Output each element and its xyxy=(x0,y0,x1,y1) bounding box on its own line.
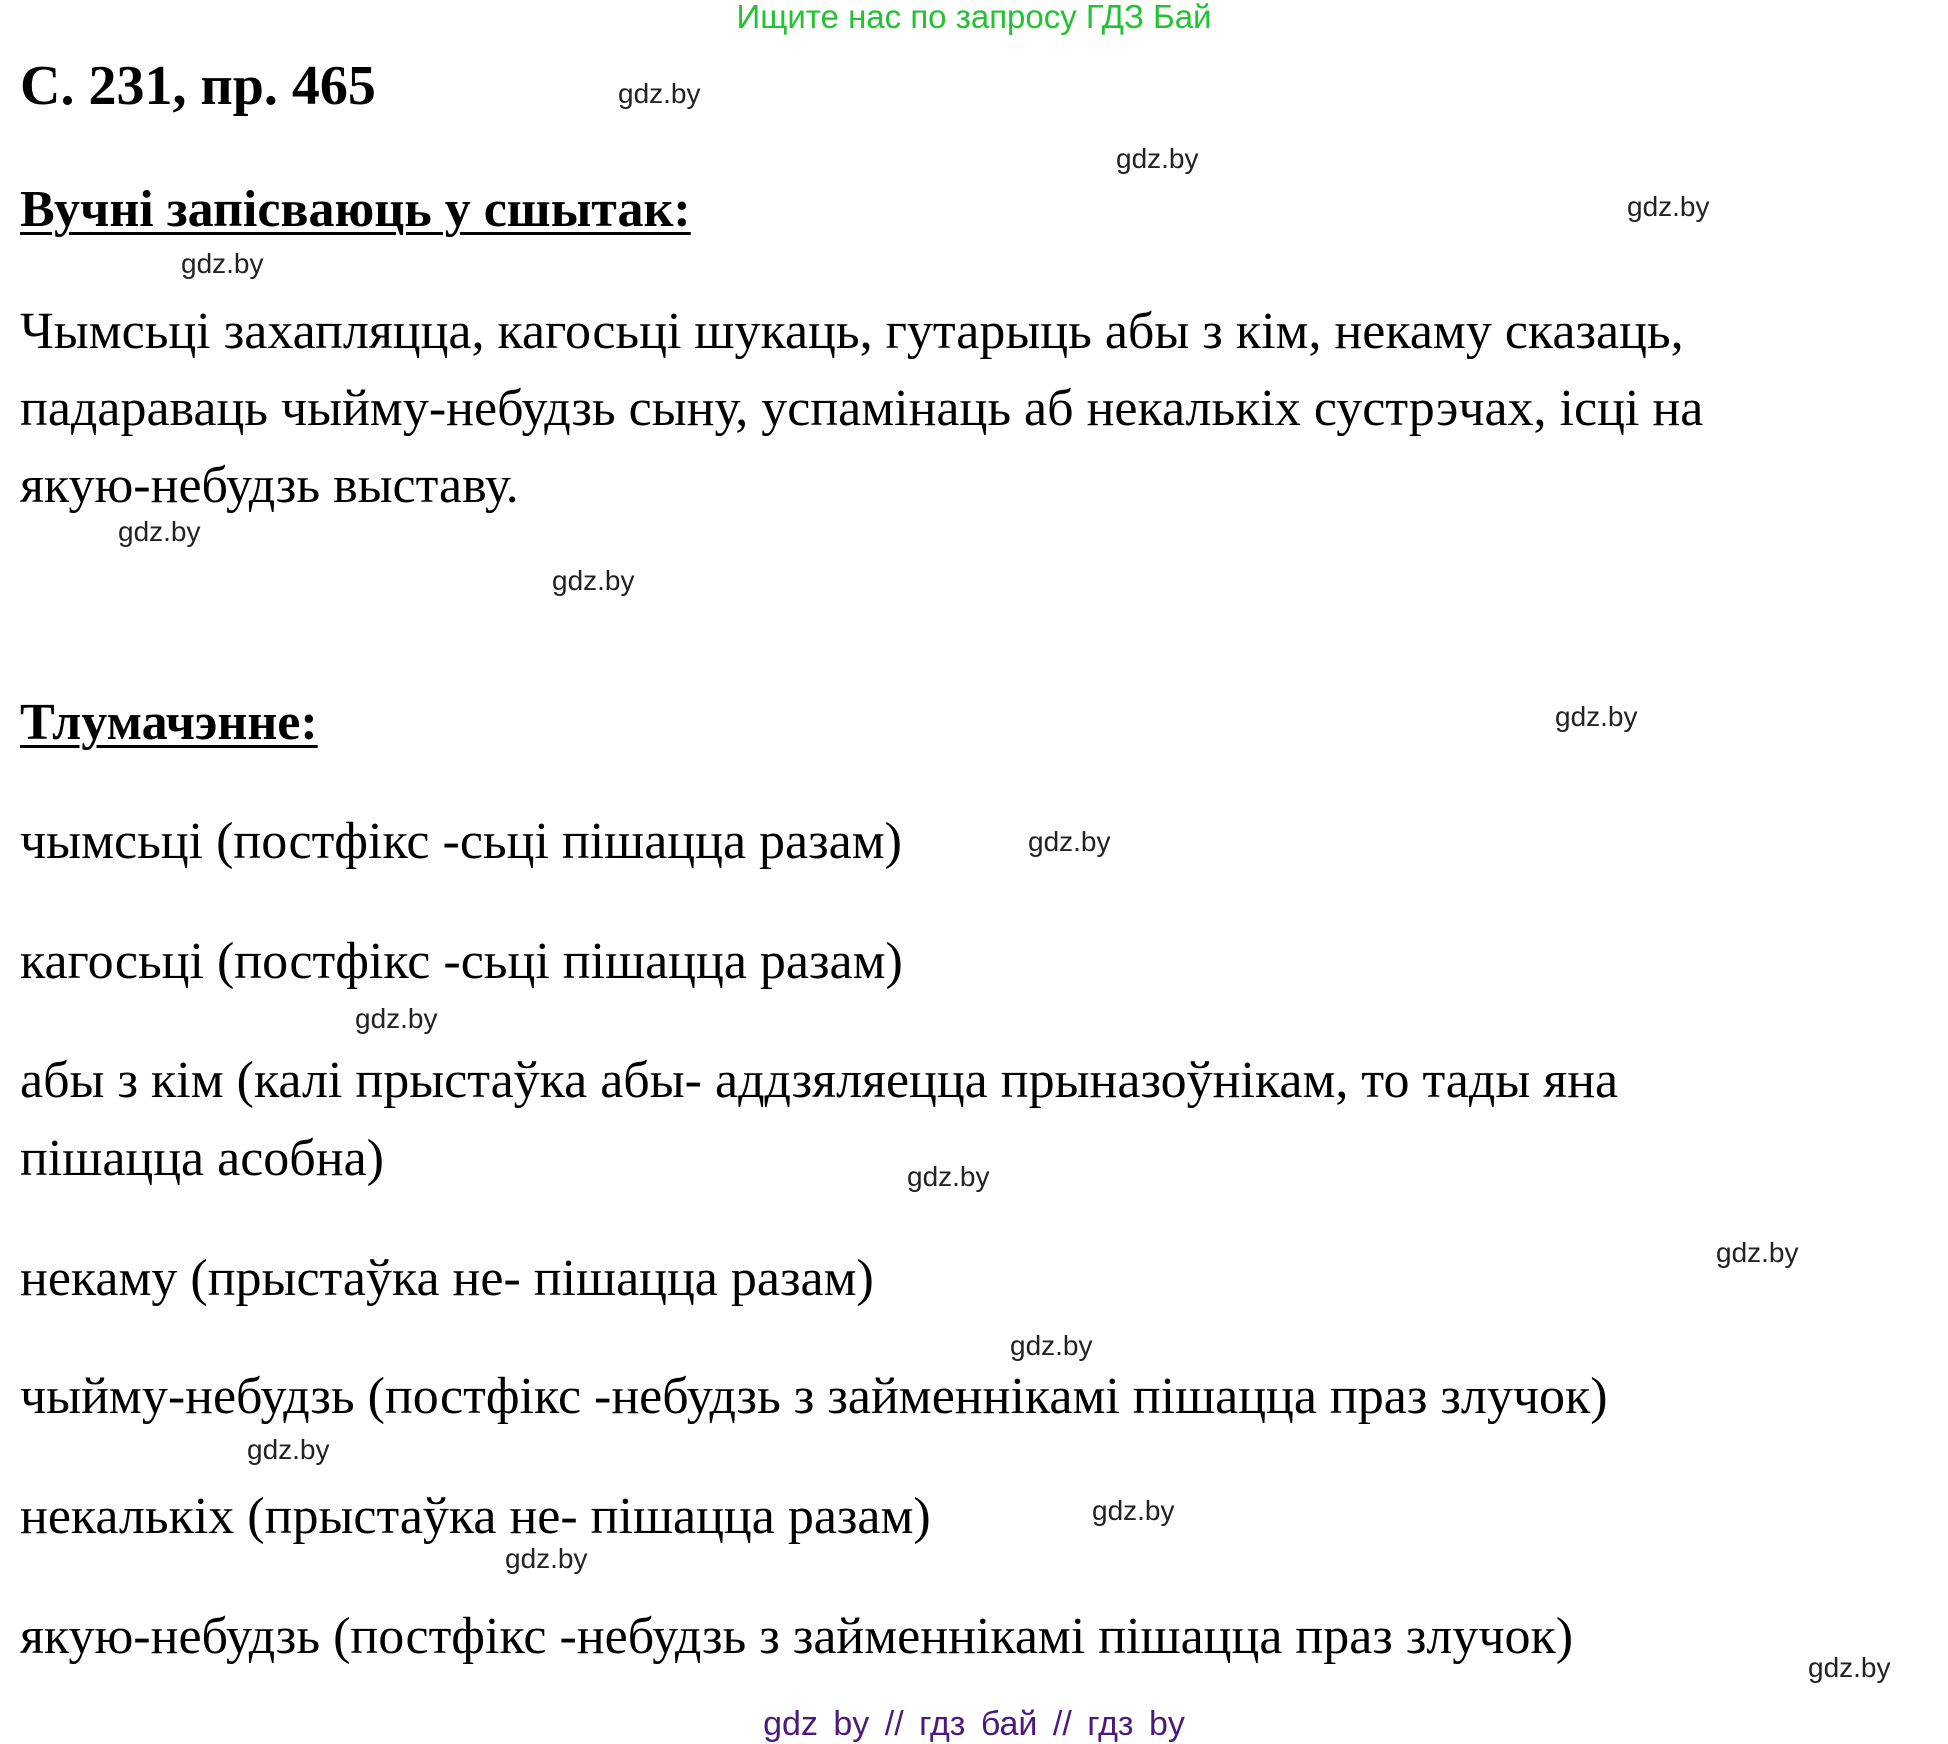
watermark: gdz.by xyxy=(355,1003,438,1034)
task-line: Чымсьці захапляцца, кагосьці шукаць, гутарыць абы з кім, некаму сказаць, xyxy=(20,303,1684,360)
watermark: gdz.by xyxy=(552,565,635,596)
explanation-item: якую-небудзь (постфікс -небудзь з займеннікамі пішацца праз злучок) xyxy=(20,1608,1574,1665)
watermark: gdz.by xyxy=(1116,143,1199,174)
watermark: gdz.by xyxy=(181,248,264,279)
explanation-item: абы з кім (калі прыстаўка абы- аддзяляецца прыназоўнікам, то тады яна xyxy=(20,1052,1619,1109)
watermark: gdz.by xyxy=(1808,1652,1891,1683)
watermark: gdz.by xyxy=(1010,1330,1093,1361)
explanation-item: чыйму-небудзь (постфікс -небудзь з займеннікамі пішацца праз злучок) xyxy=(20,1368,1608,1425)
watermark: gdz.by xyxy=(1092,1495,1175,1526)
task-heading: Вучні запісваюць у сшытак: xyxy=(20,181,691,238)
watermark: gdz.by xyxy=(1555,701,1638,732)
page-title: С. 231, пр. 465 xyxy=(20,55,376,117)
explanation-heading: Тлумачэнне: xyxy=(20,694,318,751)
footer-links: gdz by // гдз бай // гдз by xyxy=(763,1705,1185,1743)
explanation-item: чымсьці (постфікс -сьці пішацца разам) xyxy=(20,813,902,870)
watermark: gdz.by xyxy=(247,1434,330,1465)
explanation-item: кагосьці (постфікс -сьці пішацца разам) xyxy=(20,933,903,990)
task-line: падараваць чыйму-небудзь сыну, успамінаць аб некалькіх сустрэчах, ісці на xyxy=(20,380,1704,437)
watermark: gdz.by xyxy=(118,516,201,547)
watermark: gdz.by xyxy=(1716,1237,1799,1268)
watermark: gdz.by xyxy=(1627,191,1710,222)
explanation-item: некалькіх (прыстаўка не- пішацца разам) xyxy=(20,1488,931,1545)
watermark: gdz.by xyxy=(618,78,701,109)
explanation-item: пішацца асобна) xyxy=(20,1130,384,1187)
explanation-item: некаму (прыстаўка не- пішацца разам) xyxy=(20,1250,874,1307)
task-line: якую-небудзь выставу. xyxy=(20,457,519,514)
watermark: gdz.by xyxy=(1028,826,1111,857)
watermark: gdz.by xyxy=(907,1161,990,1192)
watermark: gdz.by xyxy=(505,1543,588,1574)
search-banner: Ищите нас по запросу ГДЗ Бай xyxy=(736,0,1212,35)
